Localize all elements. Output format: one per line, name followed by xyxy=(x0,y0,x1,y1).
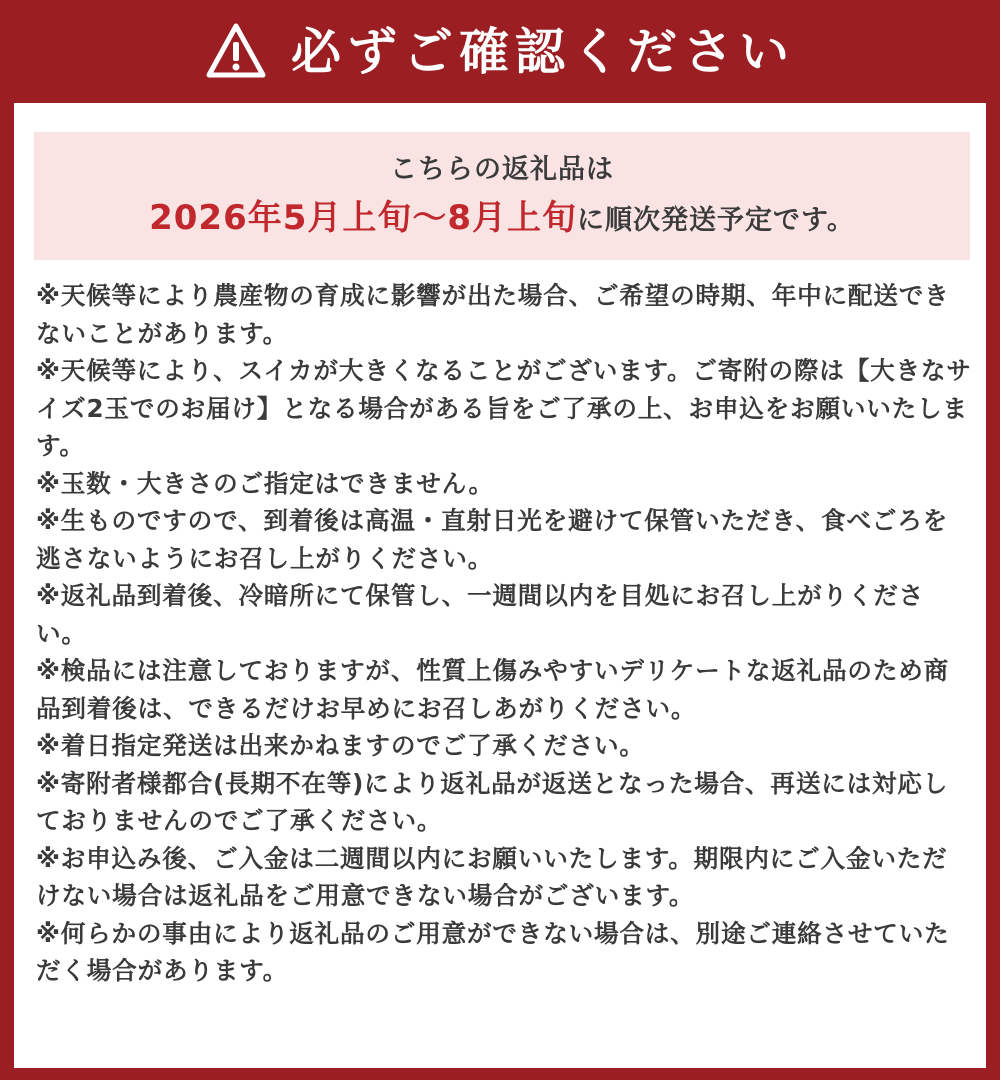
note-item: ※検品には注意しておりますが、性質上傷みやすいデリケートな返礼品のため商品到着後は、できるだけお早めにお召しあがりください。 xyxy=(36,656,950,723)
notice-suffix-text: に順次発送予定です。 xyxy=(577,205,855,236)
notice-intro-text: こちらの返礼品は xyxy=(390,154,614,185)
shipping-period: 2026年5月上旬～8月上旬 xyxy=(149,198,578,238)
note-item: ※何らかの事由により返礼品のご用意ができない場合は、別途ご連絡させていただく場合があります。 xyxy=(36,918,950,985)
note-item: ※寄附者様都合(長期不在等)により返礼品が返送となった場合、再送には対応しておりませんのでご了承ください。 xyxy=(36,768,949,835)
header-banner xyxy=(0,0,1000,103)
note-item: ※着日指定発送は出来かねますのでご了承ください。 xyxy=(36,731,645,760)
note-item: ※天候等により農産物の育成に影響が出た場合、ご希望の時期、年中に配送できないことがあります。 xyxy=(36,281,950,348)
warning-triangle-icon xyxy=(205,21,267,83)
page-title: 必ずご確認ください xyxy=(291,22,795,81)
note-item: ※返礼品到着後、冷暗所にて保管し、一週間以内を目処にお召し上がりください。 xyxy=(36,581,925,648)
note-item: ※天候等により、スイカが大きくなることがございます。ご寄附の際は【大きなサイズ2玉でのお届け】となる場合がある旨をご了承の上、お申込をお願いいたします。 xyxy=(36,356,972,460)
notes-list xyxy=(36,277,972,990)
note-item: ※生ものですので、到着後は高温・直射日光を避けて保管いただき、食べごろを逃さないようにお召し上がりください。 xyxy=(36,506,949,573)
content-panel xyxy=(14,103,986,1068)
note-item: ※玉数・大きさのご指定はできません。 xyxy=(36,468,494,498)
notice-schedule-line xyxy=(34,198,970,239)
note-item: ※お申込み後、ご入金は二週間以内にお願いいたします。期限内にご入金いただけない場合は返礼品をご用意できない場合がございます。 xyxy=(36,843,948,910)
shipping-notice-box xyxy=(34,132,970,260)
